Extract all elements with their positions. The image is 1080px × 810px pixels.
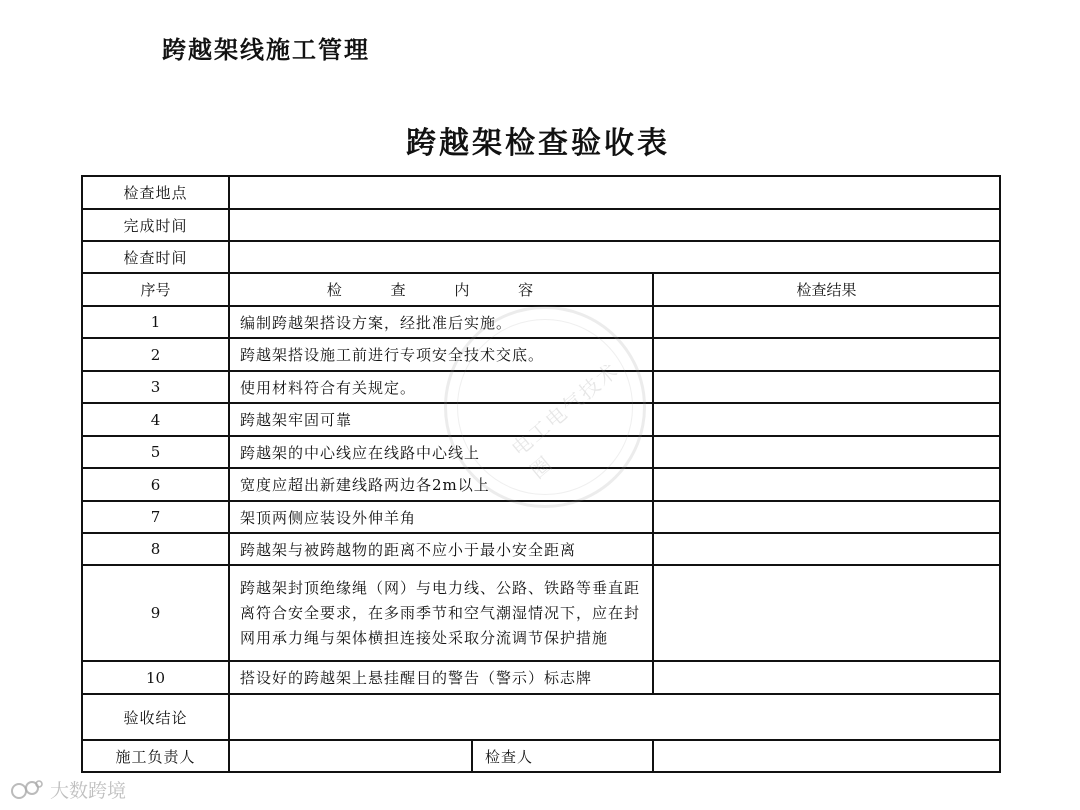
row-number: 9 bbox=[82, 565, 229, 661]
row-content: 宽度应超出新建线路两边各2m以上 bbox=[229, 468, 653, 501]
row-result-cell[interactable] bbox=[653, 338, 1000, 371]
location-row bbox=[82, 176, 1000, 209]
inspection-time-label: 检查时间 bbox=[82, 241, 229, 273]
table-row bbox=[82, 661, 1000, 694]
completion-time-row bbox=[82, 209, 1000, 241]
watermark-text: 大数跨境 bbox=[50, 780, 127, 802]
header-title: 跨越架线施工管理 bbox=[162, 35, 370, 64]
table-row bbox=[82, 533, 1000, 565]
location-value-cell[interactable] bbox=[229, 176, 1000, 209]
inspection-form-table bbox=[81, 175, 1001, 773]
row-content: 跨越架封顶绝缘绳（网）与电力线、公路、铁路等垂直距离符合安全要求，在多雨季节和空气潮湿情况下，应在封网用承力绳与架体横担连接处采取分流调节保护措施 bbox=[229, 565, 653, 661]
row-result-cell[interactable] bbox=[653, 533, 1000, 565]
completion-time-label: 完成时间 bbox=[82, 209, 229, 241]
row-number: 10 bbox=[82, 661, 229, 694]
stamp-text: 电工电气技术圈 bbox=[506, 357, 624, 484]
construction-lead-label: 施工负责人 bbox=[82, 740, 229, 772]
row-result-cell[interactable] bbox=[653, 403, 1000, 436]
column-header-number: 序号 bbox=[82, 273, 229, 306]
table-row bbox=[82, 501, 1000, 533]
row-content: 跨越架与被跨越物的距离不应小于最小安全距离 bbox=[229, 533, 653, 565]
row-content: 跨越架搭设施工前进行专项安全技术交底。 bbox=[229, 338, 653, 371]
conclusion-label: 验收结论 bbox=[82, 694, 229, 740]
construction-lead-value-cell[interactable] bbox=[229, 740, 472, 772]
completion-time-value-cell[interactable] bbox=[229, 209, 1000, 241]
row-result-cell[interactable] bbox=[653, 661, 1000, 694]
document-title: 跨越架检查验收表 bbox=[406, 126, 670, 161]
row-result-cell[interactable] bbox=[653, 501, 1000, 533]
row-content: 使用材料符合有关规定。 bbox=[229, 371, 653, 403]
inspection-time-value-cell[interactable] bbox=[229, 241, 1000, 273]
table-row bbox=[82, 306, 1000, 338]
conclusion-row bbox=[82, 694, 1000, 740]
table-row bbox=[82, 403, 1000, 436]
row-content: 编制跨越架搭设方案，经批准后实施。 bbox=[229, 306, 653, 338]
column-header-result: 检查结果 bbox=[653, 273, 1000, 306]
row-content: 搭设好的跨越架上悬挂醒目的警告（警示）标志牌 bbox=[229, 661, 653, 694]
logo-icon bbox=[10, 779, 44, 801]
column-header-content: 检 查 内 容 bbox=[229, 273, 653, 306]
table-row bbox=[82, 468, 1000, 501]
conclusion-value-cell[interactable] bbox=[229, 694, 1000, 740]
row-result-cell[interactable] bbox=[653, 371, 1000, 403]
row-number: 7 bbox=[82, 501, 229, 533]
table-row bbox=[82, 371, 1000, 403]
row-result-cell[interactable] bbox=[653, 306, 1000, 338]
row-result-cell[interactable] bbox=[653, 468, 1000, 501]
inspection-time-row bbox=[82, 241, 1000, 273]
inspector-label: 检查人 bbox=[472, 740, 653, 772]
row-result-cell[interactable] bbox=[653, 565, 1000, 661]
row-number: 5 bbox=[82, 436, 229, 468]
row-number: 2 bbox=[82, 338, 229, 371]
table-row bbox=[82, 565, 1000, 661]
row-content: 跨越架的中心线应在线路中心线上 bbox=[229, 436, 653, 468]
table-row bbox=[82, 436, 1000, 468]
row-content: 跨越架牢固可靠 bbox=[229, 403, 653, 436]
location-label: 检查地点 bbox=[82, 176, 229, 209]
signature-row bbox=[82, 740, 1000, 772]
row-content: 架顶两侧应装设外伸羊角 bbox=[229, 501, 653, 533]
table-header-row bbox=[82, 273, 1000, 306]
row-number: 6 bbox=[82, 468, 229, 501]
inspector-value-cell[interactable] bbox=[653, 740, 1000, 772]
row-result-cell[interactable] bbox=[653, 436, 1000, 468]
watermark-logo bbox=[10, 776, 126, 803]
row-number: 3 bbox=[82, 371, 229, 403]
table-row bbox=[82, 338, 1000, 371]
row-number: 8 bbox=[82, 533, 229, 565]
row-number: 1 bbox=[82, 306, 229, 338]
row-number: 4 bbox=[82, 403, 229, 436]
